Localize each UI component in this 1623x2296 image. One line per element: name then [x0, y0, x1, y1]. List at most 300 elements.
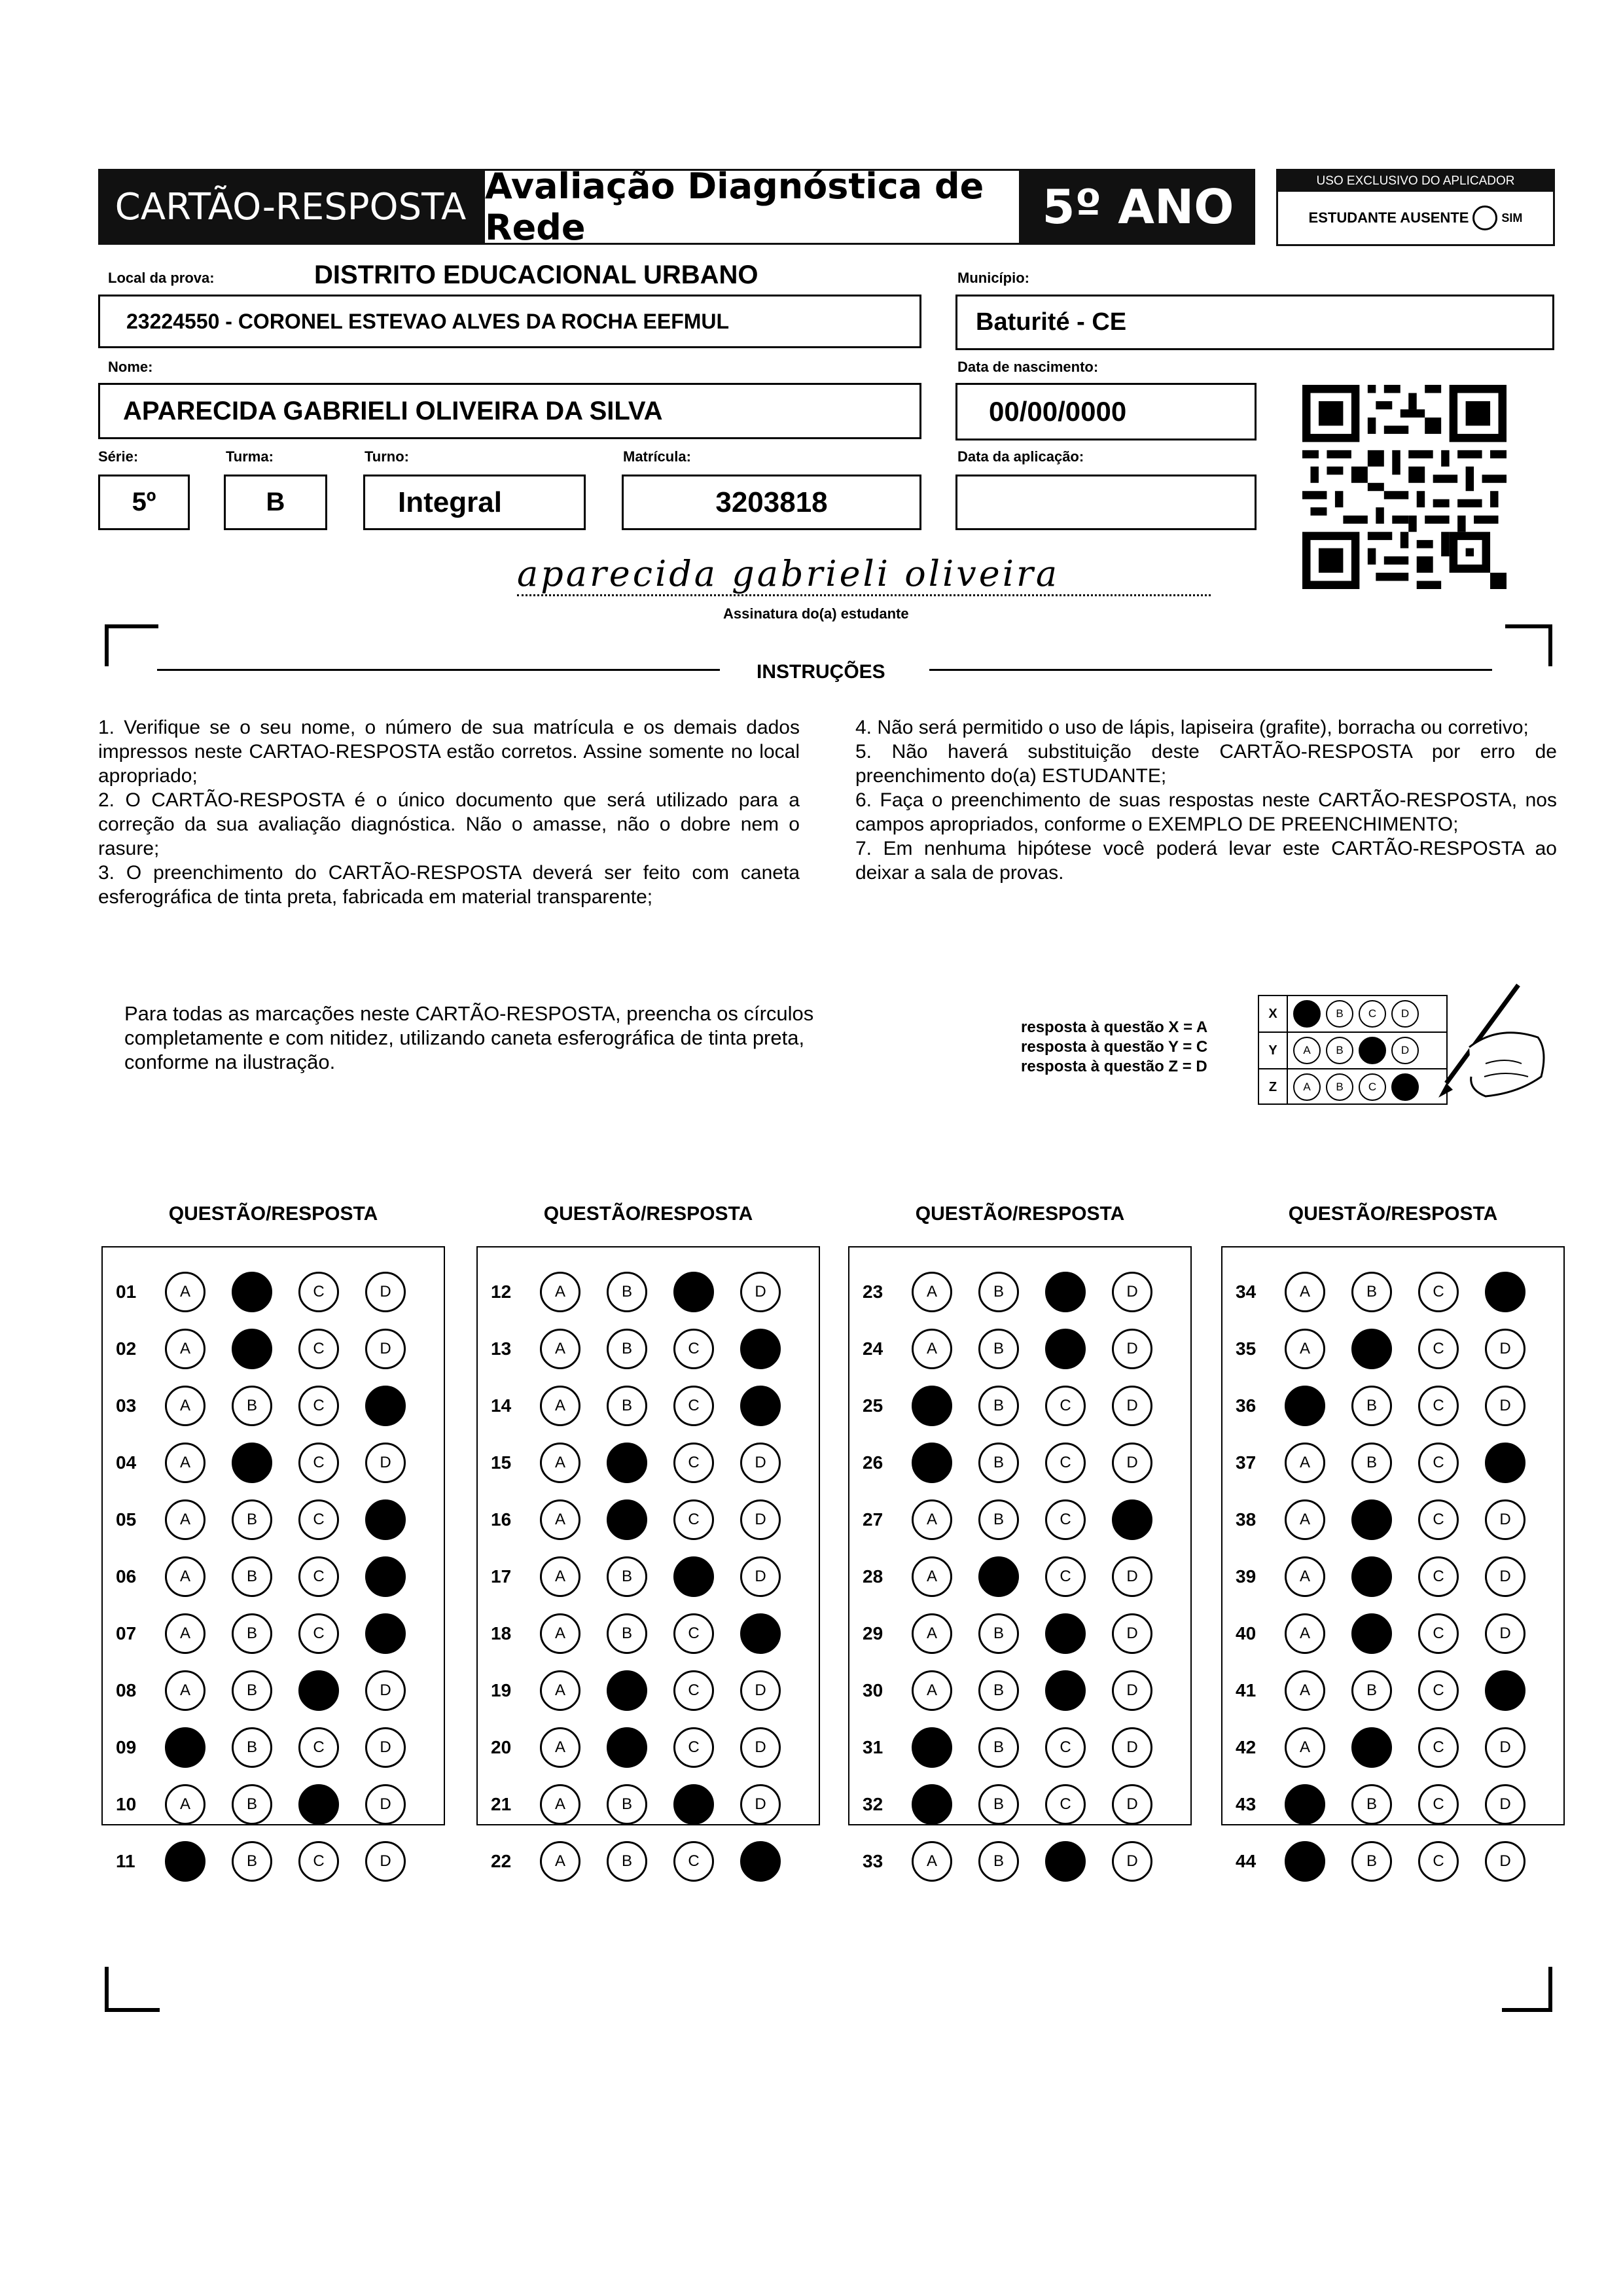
answer-bubble-b[interactable]: B: [978, 1784, 1019, 1825]
question-row: [103, 1728, 444, 1767]
answer-bubble-b[interactable]: B: [607, 1329, 647, 1369]
answer-bubble-a[interactable]: A: [912, 1443, 952, 1483]
answer-bubble-a[interactable]: A: [165, 1727, 205, 1768]
answer-bubble-c[interactable]: C: [673, 1386, 714, 1426]
answer-bubble-b[interactable]: B: [607, 1727, 647, 1768]
answer-bubble-c[interactable]: C: [1045, 1556, 1086, 1597]
instructions-rule-left: [157, 669, 720, 671]
column-header: QUESTÃO/RESPOSTA: [543, 1203, 753, 1225]
serie-field: [98, 475, 190, 530]
local-value: DISTRITO EDUCACIONAL URBANO: [314, 260, 758, 289]
answer-bubble-d[interactable]: D: [1485, 1272, 1525, 1312]
question-row: [478, 1443, 819, 1482]
answer-bubble-c[interactable]: C: [298, 1499, 339, 1540]
answer-bubble-b[interactable]: B: [978, 1556, 1019, 1597]
example-text: Para todas as marcações neste CARTÃO-RESPOSTA, preencha os círculos completamente e com nitidez, utilizando caneta esferográfica de tinta preta, conforme na ilustração.: [124, 1002, 814, 1073]
answer-bubble-c[interactable]: C: [1045, 1670, 1086, 1711]
qr-code: [1302, 385, 1507, 589]
answer-bubble-c[interactable]: C: [1418, 1556, 1459, 1597]
question-number: 28: [863, 1566, 883, 1587]
answer-bubble-b[interactable]: B: [232, 1841, 272, 1882]
answer-bubble-a[interactable]: A: [165, 1784, 205, 1825]
question-number: 24: [863, 1338, 883, 1359]
answer-bubble-c[interactable]: C: [1045, 1329, 1086, 1369]
question-number: 10: [116, 1794, 137, 1814]
question-row: [849, 1386, 1190, 1426]
question-number: 05: [116, 1509, 137, 1530]
question-row: [478, 1842, 819, 1881]
question-row: [1222, 1272, 1563, 1312]
question-row: [478, 1671, 819, 1710]
answer-bubble-b[interactable]: B: [1351, 1272, 1392, 1312]
answer-bubble-c[interactable]: C: [1418, 1386, 1459, 1426]
matricula-value: 3203818: [715, 486, 828, 518]
answer-bubble-d[interactable]: D: [1485, 1329, 1525, 1369]
answer-bubble-b[interactable]: B: [607, 1443, 647, 1483]
answer-bubble-c[interactable]: C: [673, 1784, 714, 1825]
answer-bubble-b[interactable]: B: [232, 1727, 272, 1768]
answer-bubble-c[interactable]: C: [1418, 1329, 1459, 1369]
aplicacao-field[interactable]: [955, 475, 1257, 530]
instruction-1: 1. Verifique se o seu nome, o número de sua matrícula e os demais dados impressos neste CARTAO-RESPOSTA estão corretos. Assine somente no local apropriado;: [98, 717, 800, 787]
answer-bubble-b[interactable]: B: [232, 1556, 272, 1597]
column-header: QUESTÃO/RESPOSTA: [915, 1203, 1125, 1225]
question-row: [103, 1785, 444, 1824]
answer-bubble-b[interactable]: B: [1351, 1613, 1392, 1654]
answer-bubble-a[interactable]: A: [912, 1670, 952, 1711]
answer-bubble-a[interactable]: A: [540, 1670, 580, 1711]
answer-bubble-a[interactable]: A: [165, 1386, 205, 1426]
answer-bubble-b[interactable]: B: [978, 1329, 1019, 1369]
answer-bubble-a[interactable]: A: [1285, 1613, 1325, 1654]
answer-bubble-d[interactable]: D: [365, 1329, 406, 1369]
question-number: 06: [116, 1566, 137, 1587]
question-number: 37: [1236, 1452, 1257, 1473]
answer-bubble-c[interactable]: C: [1418, 1499, 1459, 1540]
answer-bubble-b[interactable]: B: [232, 1499, 272, 1540]
example-bubble-c: C: [1359, 1000, 1386, 1028]
answer-bubble-d[interactable]: D: [365, 1386, 406, 1426]
answer-bubble-d[interactable]: D: [365, 1499, 406, 1540]
instruction-3: 3. O preenchimento do CARTÃO-RESPOSTA deverá ser feito com caneta esferográfica de tinta preta, fabricada em material transparente;: [98, 862, 800, 908]
question-row: [1222, 1443, 1563, 1482]
question-row: [103, 1500, 444, 1539]
question-number: 01: [116, 1282, 137, 1302]
local-label: Local da prova:: [108, 270, 215, 286]
answer-bubble-a[interactable]: A: [540, 1499, 580, 1540]
answer-bubble-a[interactable]: A: [1285, 1841, 1325, 1882]
answer-bubble-d[interactable]: D: [365, 1272, 406, 1312]
answer-bubble-b[interactable]: B: [607, 1556, 647, 1597]
answer-bubble-b[interactable]: B: [232, 1443, 272, 1483]
answer-bubble-b[interactable]: B: [1351, 1386, 1392, 1426]
example-bubble-d: D: [1391, 1000, 1419, 1028]
example-bubble-d: D: [1391, 1037, 1419, 1064]
answer-bubble-d[interactable]: D: [365, 1670, 406, 1711]
answer-bubble-a[interactable]: A: [540, 1386, 580, 1426]
question-number: 12: [491, 1282, 512, 1302]
answer-bubble-d[interactable]: D: [1112, 1443, 1152, 1483]
answer-bubble-c[interactable]: C: [298, 1613, 339, 1654]
answer-bubble-c[interactable]: C: [298, 1556, 339, 1597]
question-number: 13: [491, 1338, 512, 1359]
answer-bubble-d[interactable]: D: [1112, 1841, 1152, 1882]
question-number: 18: [491, 1623, 512, 1643]
example-legend-y: resposta à questão Y = C: [1021, 1038, 1208, 1056]
instructions-rule-right: [929, 669, 1492, 671]
question-number: 43: [1236, 1794, 1257, 1814]
answer-bubble-b[interactable]: B: [978, 1841, 1019, 1882]
question-number: 42: [1236, 1737, 1257, 1757]
example-bubble-d: D: [1391, 1073, 1419, 1101]
question-number: 30: [863, 1680, 883, 1700]
answer-bubble-c[interactable]: C: [1418, 1784, 1459, 1825]
absent-label: ESTUDANTE AUSENTE: [1308, 209, 1469, 226]
answer-bubble-b[interactable]: B: [1351, 1784, 1392, 1825]
answer-bubble-c[interactable]: C: [673, 1329, 714, 1369]
answer-bubble-d[interactable]: D: [1485, 1613, 1525, 1654]
answer-bubble-a[interactable]: A: [165, 1499, 205, 1540]
answer-bubble-d[interactable]: D: [1112, 1613, 1152, 1654]
answer-bubble-c[interactable]: C: [1045, 1272, 1086, 1312]
question-number: 08: [116, 1680, 137, 1700]
question-row: [849, 1785, 1190, 1824]
answer-bubble-b[interactable]: B: [232, 1329, 272, 1369]
answer-bubble-d[interactable]: D: [740, 1784, 781, 1825]
answer-bubble-a[interactable]: A: [912, 1727, 952, 1768]
answer-bubble-c[interactable]: C: [1045, 1613, 1086, 1654]
answer-bubble-b[interactable]: B: [978, 1613, 1019, 1654]
answer-bubble-c[interactable]: C: [298, 1670, 339, 1711]
instruction-6: 6. Faça o preenchimento de suas respostas neste CARTÃO-RESPOSTA, nos campos apropriados, conforme o EXEMPLO DE PREENCHIMENTO;: [855, 789, 1557, 835]
answer-bubble-d[interactable]: D: [1485, 1727, 1525, 1768]
matricula-label: Matrícula:: [623, 448, 691, 465]
answer-bubble-b[interactable]: B: [607, 1272, 647, 1312]
answer-bubble-b[interactable]: B: [607, 1841, 647, 1882]
question-number: 32: [863, 1794, 883, 1814]
answer-bubble-b[interactable]: B: [1351, 1329, 1392, 1369]
answer-bubble-d[interactable]: D: [1485, 1499, 1525, 1540]
answer-bubble-d[interactable]: D: [1112, 1556, 1152, 1597]
question-number: 07: [116, 1623, 137, 1643]
answer-bubble-d[interactable]: D: [740, 1499, 781, 1540]
question-row: [103, 1386, 444, 1426]
answer-bubble-a[interactable]: A: [165, 1841, 205, 1882]
answer-bubble-d[interactable]: D: [365, 1841, 406, 1882]
answer-bubble-b[interactable]: B: [1351, 1556, 1392, 1597]
question-number: 15: [491, 1452, 512, 1473]
answer-bubble-a[interactable]: A: [540, 1443, 580, 1483]
answer-bubble-a[interactable]: A: [540, 1329, 580, 1369]
answer-bubble-c[interactable]: C: [298, 1727, 339, 1768]
answer-bubble-b[interactable]: B: [232, 1386, 272, 1426]
answer-bubble-a[interactable]: A: [165, 1329, 205, 1369]
answer-bubble-a[interactable]: A: [1285, 1443, 1325, 1483]
answer-bubble-c[interactable]: C: [298, 1841, 339, 1882]
question-row: [478, 1614, 819, 1653]
absent-checkbox[interactable]: [1472, 206, 1497, 230]
question-row: [478, 1557, 819, 1596]
answer-bubble-b[interactable]: B: [607, 1613, 647, 1654]
header-title-text: CARTÃO-RESPOSTA: [115, 185, 467, 228]
answer-bubble-c[interactable]: C: [673, 1841, 714, 1882]
answer-bubble-a[interactable]: A: [540, 1727, 580, 1768]
example-bubble-b: B: [1326, 1000, 1353, 1028]
answer-bubble-c[interactable]: C: [673, 1499, 714, 1540]
question-number: 25: [863, 1395, 883, 1416]
instructions-left: [98, 715, 800, 909]
answer-bubble-c[interactable]: C: [1045, 1443, 1086, 1483]
answer-bubble-a[interactable]: A: [912, 1272, 952, 1312]
answer-bubble-a[interactable]: A: [912, 1613, 952, 1654]
answer-bubble-c[interactable]: C: [298, 1329, 339, 1369]
answer-bubble-d[interactable]: D: [1112, 1670, 1152, 1711]
answer-bubble-c[interactable]: C: [298, 1272, 339, 1312]
instruction-4: 4. Não será permitido o uso de lápis, lapiseira (grafite), borracha ou corretivo;: [855, 717, 1529, 738]
answer-bubble-b[interactable]: B: [607, 1784, 647, 1825]
answer-bubble-d[interactable]: D: [740, 1329, 781, 1369]
turma-label: Turma:: [226, 448, 274, 465]
answer-bubble-b[interactable]: B: [1351, 1443, 1392, 1483]
question-number: 41: [1236, 1680, 1257, 1700]
column-header: QUESTÃO/RESPOSTA: [168, 1203, 378, 1225]
answer-bubble-c[interactable]: C: [1418, 1272, 1459, 1312]
instructions-title: INSTRUÇÕES: [757, 661, 885, 683]
signature-line: [517, 594, 1211, 596]
corner-bottom-right-v: [1548, 1967, 1552, 2012]
answer-bubble-d[interactable]: D: [740, 1272, 781, 1312]
example-bubble-c: C: [1359, 1037, 1386, 1064]
question-row: [478, 1785, 819, 1824]
answer-bubble-a[interactable]: A: [540, 1841, 580, 1882]
question-number: 11: [116, 1851, 135, 1871]
nome-value: APARECIDA GABRIELI OLIVEIRA DA SILVA: [123, 396, 663, 425]
corner-top-right: [1505, 624, 1552, 628]
answer-bubble-a[interactable]: A: [165, 1670, 205, 1711]
answer-bubble-b[interactable]: B: [1351, 1499, 1392, 1540]
answer-bubble-d[interactable]: D: [740, 1841, 781, 1882]
answer-bubble-c[interactable]: C: [673, 1613, 714, 1654]
answer-bubble-d[interactable]: D: [1485, 1443, 1525, 1483]
answer-bubble-b[interactable]: B: [607, 1670, 647, 1711]
question-number: 35: [1236, 1338, 1257, 1359]
answer-bubble-d[interactable]: D: [1485, 1386, 1525, 1426]
question-number: 14: [491, 1395, 512, 1416]
instructions-right: [855, 715, 1557, 885]
signature-handwriting: aparecida gabrieli oliveira: [517, 553, 1060, 594]
question-number: 17: [491, 1566, 512, 1587]
answer-bubble-d[interactable]: D: [1112, 1784, 1152, 1825]
answer-bubble-a[interactable]: A: [1285, 1329, 1325, 1369]
answer-bubble-a[interactable]: A: [1285, 1670, 1325, 1711]
question-number: 33: [863, 1851, 883, 1871]
answer-bubble-b[interactable]: B: [232, 1613, 272, 1654]
answer-bubble-d[interactable]: D: [740, 1443, 781, 1483]
answer-bubble-a[interactable]: A: [1285, 1386, 1325, 1426]
example-bubble-c: C: [1359, 1073, 1386, 1101]
answer-bubble-c[interactable]: C: [1045, 1386, 1086, 1426]
corner-top-left-v: [105, 624, 109, 666]
answer-bubble-a[interactable]: A: [1285, 1272, 1325, 1312]
absent-option: SIM: [1501, 211, 1523, 224]
answer-bubble-d[interactable]: D: [740, 1386, 781, 1426]
nascimento-value: 00/00/0000: [989, 396, 1127, 427]
answer-bubble-a[interactable]: A: [540, 1784, 580, 1825]
answer-bubble-a[interactable]: A: [1285, 1499, 1325, 1540]
answer-bubble-d[interactable]: D: [1112, 1727, 1152, 1768]
nome-label: Nome:: [108, 359, 153, 375]
answer-bubble-d[interactable]: D: [1112, 1272, 1152, 1312]
question-row: [103, 1842, 444, 1881]
header-subtitle-box: [483, 166, 1021, 248]
answer-bubble-b[interactable]: B: [978, 1727, 1019, 1768]
answer-bubble-c[interactable]: C: [1418, 1613, 1459, 1654]
answer-bubble-a[interactable]: A: [165, 1443, 205, 1483]
answer-bubble-b[interactable]: B: [232, 1272, 272, 1312]
answer-bubble-c[interactable]: C: [298, 1784, 339, 1825]
answer-bubble-b[interactable]: B: [978, 1272, 1019, 1312]
answer-bubble-d[interactable]: D: [1112, 1386, 1152, 1426]
question-number: 02: [116, 1338, 137, 1359]
answer-bubble-d[interactable]: D: [365, 1613, 406, 1654]
question-row: [849, 1671, 1190, 1710]
turno-label: Turno:: [365, 448, 410, 465]
serie-label: Série:: [98, 448, 139, 465]
answer-bubble-c[interactable]: C: [1045, 1499, 1086, 1540]
example-bubble-b: B: [1326, 1073, 1353, 1101]
question-row: [1222, 1329, 1563, 1369]
answer-bubble-b[interactable]: B: [978, 1670, 1019, 1711]
answer-bubble-d[interactable]: D: [1112, 1499, 1152, 1540]
serie-value: 5º: [132, 488, 156, 516]
answer-bubble-a[interactable]: A: [540, 1556, 580, 1597]
answer-bubble-b[interactable]: B: [978, 1386, 1019, 1426]
answer-bubble-b[interactable]: B: [1351, 1670, 1392, 1711]
aplicacao-label: Data da aplicação:: [957, 448, 1084, 465]
answer-bubble-c[interactable]: C: [1045, 1727, 1086, 1768]
municipio-label: Município:: [957, 270, 1029, 286]
hand-pen-icon: [1407, 978, 1551, 1109]
answer-bubble-b[interactable]: B: [1351, 1727, 1392, 1768]
answer-bubble-b[interactable]: B: [232, 1670, 272, 1711]
answer-bubble-c[interactable]: C: [673, 1443, 714, 1483]
turma-field: [224, 475, 327, 530]
answer-bubble-d[interactable]: D: [1112, 1329, 1152, 1369]
question-row: [478, 1728, 819, 1767]
question-number: 22: [491, 1851, 512, 1871]
instruction-7: 7. Em nenhuma hipótese você poderá levar este CARTÃO-RESPOSTA ao deixar a sala de provas.: [855, 838, 1557, 884]
question-row: [103, 1614, 444, 1653]
question-number: 44: [1236, 1851, 1257, 1871]
corner-top-right-v: [1548, 624, 1552, 666]
question-number: 21: [491, 1794, 512, 1814]
nascimento-label: Data de nascimento:: [957, 359, 1099, 375]
answer-bubble-b[interactable]: B: [607, 1499, 647, 1540]
answer-bubble-d[interactable]: D: [365, 1556, 406, 1597]
answer-bubble-a[interactable]: A: [165, 1556, 205, 1597]
answer-bubble-b[interactable]: B: [1351, 1841, 1392, 1882]
header-title: [98, 169, 483, 245]
answer-bubble-b[interactable]: B: [607, 1386, 647, 1426]
answer-bubble-c[interactable]: C: [298, 1443, 339, 1483]
answer-bubble-a[interactable]: A: [912, 1499, 952, 1540]
answer-bubble-c[interactable]: C: [673, 1727, 714, 1768]
school-field: [98, 295, 921, 348]
answer-bubble-a[interactable]: A: [540, 1272, 580, 1312]
answer-bubble-c[interactable]: C: [1418, 1443, 1459, 1483]
answer-bubble-d[interactable]: D: [365, 1443, 406, 1483]
answer-bubble-c[interactable]: C: [298, 1386, 339, 1426]
answer-bubble-c[interactable]: C: [1045, 1841, 1086, 1882]
answer-bubble-c[interactable]: C: [1418, 1670, 1459, 1711]
question-row: [478, 1500, 819, 1539]
nascimento-field: [955, 383, 1257, 440]
answer-bubble-d[interactable]: D: [740, 1670, 781, 1711]
answer-bubble-a[interactable]: A: [912, 1556, 952, 1597]
answer-bubble-a[interactable]: A: [540, 1613, 580, 1654]
question-number: 36: [1236, 1395, 1257, 1416]
turno-value: Integral: [398, 486, 502, 518]
example-legend: [1021, 1018, 1207, 1077]
answer-bubble-c[interactable]: C: [673, 1556, 714, 1597]
answer-bubble-a[interactable]: A: [912, 1329, 952, 1369]
answer-bubble-b[interactable]: B: [978, 1499, 1019, 1540]
answer-bubble-a[interactable]: A: [912, 1784, 952, 1825]
example-bubble-b: B: [1326, 1037, 1353, 1064]
answer-bubble-a[interactable]: A: [912, 1386, 952, 1426]
example-row-label: Y: [1259, 1033, 1288, 1068]
answer-bubble-c[interactable]: C: [673, 1670, 714, 1711]
answer-bubble-d[interactable]: D: [365, 1784, 406, 1825]
answer-bubble-a[interactable]: A: [1285, 1727, 1325, 1768]
column-header: QUESTÃO/RESPOSTA: [1288, 1203, 1498, 1225]
answer-bubble-d[interactable]: D: [740, 1613, 781, 1654]
header-subtitle: Avaliação Diagnóstica de Rede: [485, 166, 984, 248]
answer-bubble-d[interactable]: D: [1485, 1556, 1525, 1597]
question-number: 19: [491, 1680, 512, 1700]
answer-bubble-d[interactable]: D: [1485, 1670, 1525, 1711]
answer-bubble-a[interactable]: A: [165, 1613, 205, 1654]
answer-bubble-d[interactable]: D: [1485, 1841, 1525, 1882]
answer-bubble-b[interactable]: B: [232, 1784, 272, 1825]
answer-bubble-c[interactable]: C: [1418, 1841, 1459, 1882]
answer-bubble-d[interactable]: D: [740, 1727, 781, 1768]
answer-bubble-c[interactable]: C: [1418, 1727, 1459, 1768]
example-row-label: X: [1259, 996, 1288, 1031]
question-number: 29: [863, 1623, 883, 1643]
answer-bubble-a[interactable]: A: [165, 1272, 205, 1312]
answer-bubble-a[interactable]: A: [912, 1841, 952, 1882]
question-row: [849, 1500, 1190, 1539]
matricula-field: [622, 475, 921, 530]
question-row: [849, 1272, 1190, 1312]
answer-bubble-c[interactable]: C: [673, 1272, 714, 1312]
answer-bubble-a[interactable]: A: [1285, 1784, 1325, 1825]
question-number: 31: [863, 1737, 883, 1757]
answer-bubble-d[interactable]: D: [365, 1727, 406, 1768]
turno-field: [363, 475, 586, 530]
question-number: 23: [863, 1282, 883, 1302]
answer-bubble-b[interactable]: B: [978, 1443, 1019, 1483]
question-row: [849, 1329, 1190, 1369]
answer-bubble-a[interactable]: A: [1285, 1556, 1325, 1597]
question-row: [849, 1728, 1190, 1767]
answer-bubble-d[interactable]: D: [1485, 1784, 1525, 1825]
answer-bubble-c[interactable]: C: [1045, 1784, 1086, 1825]
answer-bubble-d[interactable]: D: [740, 1556, 781, 1597]
question-number: 04: [116, 1452, 137, 1473]
example-row-label: Z: [1259, 1069, 1288, 1105]
